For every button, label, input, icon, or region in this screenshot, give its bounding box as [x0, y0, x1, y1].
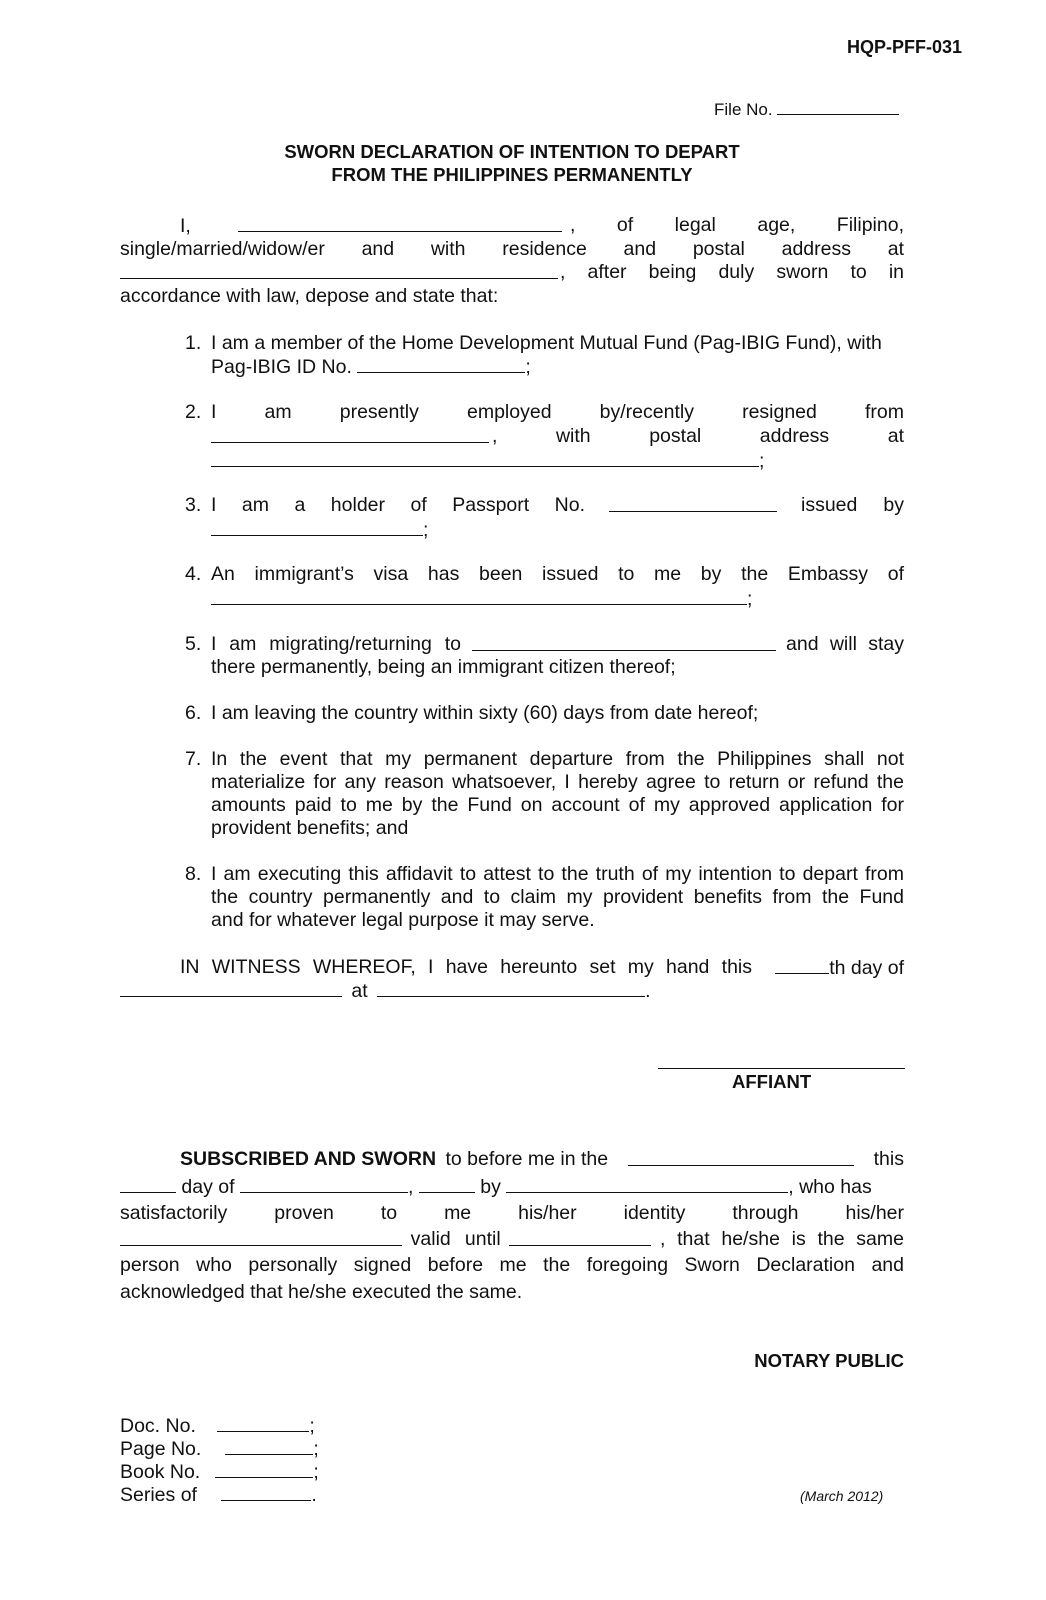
jurat-affiant-name-field[interactable] — [506, 1174, 788, 1193]
jurat-this: this — [873, 1148, 904, 1170]
item-1-end: ; — [525, 356, 531, 378]
jurat-month-field[interactable] — [240, 1174, 408, 1193]
item-5-number: 5. — [185, 633, 202, 655]
item-3-line-2 — [211, 517, 428, 542]
item-3-number: 3. — [185, 494, 202, 516]
pagibig-id-label: Pag-IBIG ID No. — [211, 356, 352, 378]
item-2-line-3 — [211, 448, 764, 473]
jurat-who-has: , who has — [788, 1176, 872, 1198]
page-no-field[interactable] — [225, 1436, 313, 1455]
passport-label: I am a holder of Passport No. — [211, 494, 585, 516]
jurat-line-2 — [120, 1174, 872, 1199]
accordance-line: accordance with law, depose and state that: — [120, 285, 499, 307]
witness-line-1 — [180, 955, 904, 980]
item-4-number: 4. — [185, 563, 202, 585]
embassy-field[interactable] — [211, 586, 747, 605]
title-line-1: SWORN DECLARATION OF INTENTION TO DEPART — [284, 141, 740, 162]
item-5-line-1 — [211, 632, 904, 656]
file-no-field[interactable] — [777, 96, 899, 115]
book-no-row — [120, 1459, 319, 1484]
form-code: HQP-PFF-031 — [846, 37, 962, 57]
revision-date: (March 2012) — [800, 1488, 884, 1504]
civil-status-line: single/married/widow/er and with residence and postal address at — [120, 238, 904, 260]
page-no-row — [120, 1436, 319, 1461]
item-1-line-1: I am a member of the Home Development Mutual Fund (Pag-IBIG Fund), with — [211, 332, 882, 354]
jurat-to-before: to before me in the — [445, 1148, 609, 1170]
doc-no-row — [120, 1413, 315, 1438]
doc-no-end: ; — [309, 1415, 315, 1437]
of-legal-age: , of legal age, Filipino, — [570, 214, 904, 236]
item-8-line-2: the country permanently and to claim my provident benefits from the Fund — [211, 886, 904, 908]
series-label: Series of — [120, 1484, 197, 1506]
item-1-number: 1. — [185, 332, 202, 354]
jurat-by: by — [480, 1176, 501, 1198]
witness-line-2 — [120, 978, 651, 1003]
passport-number-field[interactable] — [609, 493, 777, 512]
item-5-line-2: there permanently, being an immigrant citizen thereof; — [211, 656, 676, 678]
series-end: . — [311, 1484, 317, 1506]
file-number — [714, 96, 899, 122]
item-7-line-4: provident benefits; and — [211, 817, 409, 839]
file-no-label: File No. — [714, 100, 773, 119]
book-no-label: Book No. — [120, 1461, 201, 1483]
book-no-end: ; — [313, 1461, 319, 1483]
address-field[interactable] — [120, 260, 558, 279]
doc-no-label: Doc. No. — [120, 1415, 196, 1437]
i-label: I, — [180, 215, 191, 237]
item-1-line-2 — [211, 354, 531, 379]
title-line-2: FROM THE PHILIPPINES PERMANENTLY — [331, 164, 693, 185]
jurat-comma: , — [407, 1176, 414, 1198]
series-row — [120, 1482, 317, 1507]
item-4-end: ; — [747, 588, 753, 610]
item-6-line-1: I am leaving the country within sixty (60) days from date hereof; — [211, 702, 759, 724]
intro-line-3 — [120, 260, 904, 284]
same-person: , that he/she is the same — [659, 1228, 904, 1250]
witness-at: at — [351, 980, 368, 1002]
document-title — [120, 140, 904, 186]
item-8-number: 8. — [185, 863, 202, 885]
jurat-line-3: satisfactorily proven to me his/her identity through his/her — [120, 1202, 904, 1224]
item-2-number: 2. — [185, 401, 202, 423]
item-7-number: 7. — [185, 748, 202, 770]
jurat-line-1 — [180, 1147, 904, 1171]
witness-text: IN WITNESS WHEREOF, I have hereunto set my hand this — [180, 956, 752, 978]
valid-until-field[interactable] — [509, 1227, 651, 1246]
item-7-line-3: amounts paid to me by the Fund on account of my approved application for — [211, 794, 904, 816]
item-8-line-3: and for whatever legal purpose it may serve. — [211, 909, 595, 931]
employer-field[interactable] — [211, 424, 489, 443]
witness-month-field[interactable] — [120, 978, 342, 997]
jurat-year-field[interactable] — [419, 1174, 475, 1193]
item-8-line-1: I am executing this affidavit to attest to the truth of my intention to depart from — [211, 863, 904, 885]
jurat-place-field[interactable] — [628, 1147, 854, 1166]
intro-line-1 — [120, 213, 904, 238]
affiant-signature-line[interactable] — [658, 1068, 905, 1069]
jurat-line-4 — [120, 1227, 904, 1251]
item-2-line-1: I am presently employed by/recently resigned from — [211, 401, 904, 423]
pagibig-id-field[interactable] — [357, 354, 525, 373]
migrating-label: I am migrating/returning to — [211, 633, 461, 655]
subscribed-sworn: SUBSCRIBED AND SWORN — [180, 1148, 437, 1170]
item-3-line-1 — [211, 493, 904, 517]
employer-address-field[interactable] — [211, 448, 759, 467]
valid-until: valid until — [410, 1228, 501, 1250]
book-no-field[interactable] — [215, 1459, 313, 1478]
witness-end: . — [645, 980, 651, 1002]
item-4-line-2 — [211, 586, 752, 611]
destination-country-field[interactable] — [472, 632, 776, 651]
issued-by: issued by — [801, 494, 904, 516]
passport-issuer-field[interactable] — [211, 517, 423, 536]
with-postal-address: , with postal address at — [492, 425, 904, 447]
th-day-of: th day of — [829, 957, 904, 979]
jurat-line-5: person who personally signed before me the foregoing Sworn Declaration and — [120, 1254, 904, 1276]
jurat-line-6: acknowledged that he/she executed the same. — [120, 1281, 523, 1303]
will-stay: and will stay — [786, 633, 904, 655]
item-4-line-1: An immigrant’s visa has been issued to me by the Embassy of — [211, 563, 904, 585]
item-2-line-2 — [211, 424, 904, 448]
item-3-end: ; — [423, 519, 429, 541]
item-6-number: 6. — [185, 702, 202, 724]
page-no-end: ; — [313, 1438, 319, 1460]
name-field[interactable] — [238, 213, 562, 232]
jurat-day-of: day of — [181, 1176, 235, 1198]
item-7-line-1: In the event that my permanent departure from the Philippines shall not — [211, 748, 904, 770]
series-field[interactable] — [221, 1482, 311, 1501]
witness-day-field[interactable] — [775, 955, 829, 974]
after-sworn: , after being duly sworn to in — [560, 261, 904, 283]
item-2-end: ; — [759, 450, 765, 472]
page-no-label: Page No. — [120, 1438, 202, 1460]
doc-no-field[interactable] — [217, 1413, 309, 1432]
witness-place-field[interactable] — [377, 978, 645, 997]
jurat-day-field[interactable] — [120, 1174, 176, 1193]
notary-public-label: NOTARY PUBLIC — [754, 1350, 904, 1371]
affiant-label: AFFIANT — [732, 1071, 812, 1092]
item-7-line-2: materialize for any reason whatsoever, I hereby agree to return or refund the — [211, 771, 904, 793]
identity-document-field[interactable] — [120, 1227, 402, 1246]
